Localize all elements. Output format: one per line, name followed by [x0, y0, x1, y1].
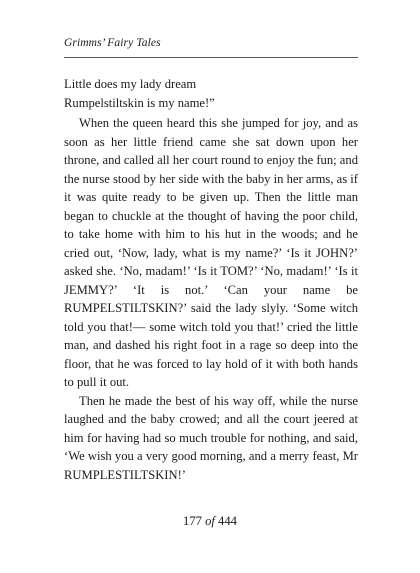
- paragraph: When the queen heard this she jumped for joy, and as soon as her little friend came she sat down upon her throne, and called all her court round to enjoy the fun; and the nurse stood by her side with the baby in her arms, as if it was quite ready to be given up. Then the little man began to chuckle at the thought of having the poor child, to take home with him to his hut in the woods; and he cried out, ‘Now, lady, what is my name?’ ‘Is it JOHN?’ asked she. ‘No, madam!’ ‘Is it TOM?’ ‘No, madam!’ ‘Is it JEMMY?’ ‘It is not.’ ‘Can your name be RUMPELSTILTSKIN?’ said the lady slyly. ‘Some witch told you that!— some witch told you that!’ cried the little man, and dashed his right foot in a rage so deep into the floor, that he was forced to lay hold of it with both hands to pull it out.: [64, 116, 358, 389]
- page-number: [0, 514, 420, 529]
- verse-line: Little does my lady dream: [64, 77, 197, 91]
- verse-line: Rumpelstiltskin is my name!”: [64, 95, 215, 110]
- page-current: 177: [183, 514, 202, 528]
- verse: [64, 75, 358, 112]
- running-head: Grimms’ Fairy Tales: [64, 37, 161, 49]
- paragraph: Then he made the best of his way off, while the nurse laughed and the baby crowed; and all the court jeered at him for having had so much trouble for nothing, and said, ‘We wish you a very good morning, and a merry feast, Mr RUMPLESTILTSKIN!’: [64, 393, 358, 482]
- body-text: [64, 75, 358, 484]
- page-total: 444: [218, 514, 237, 528]
- page-of-word: of: [205, 514, 215, 528]
- header-rule: [64, 57, 358, 58]
